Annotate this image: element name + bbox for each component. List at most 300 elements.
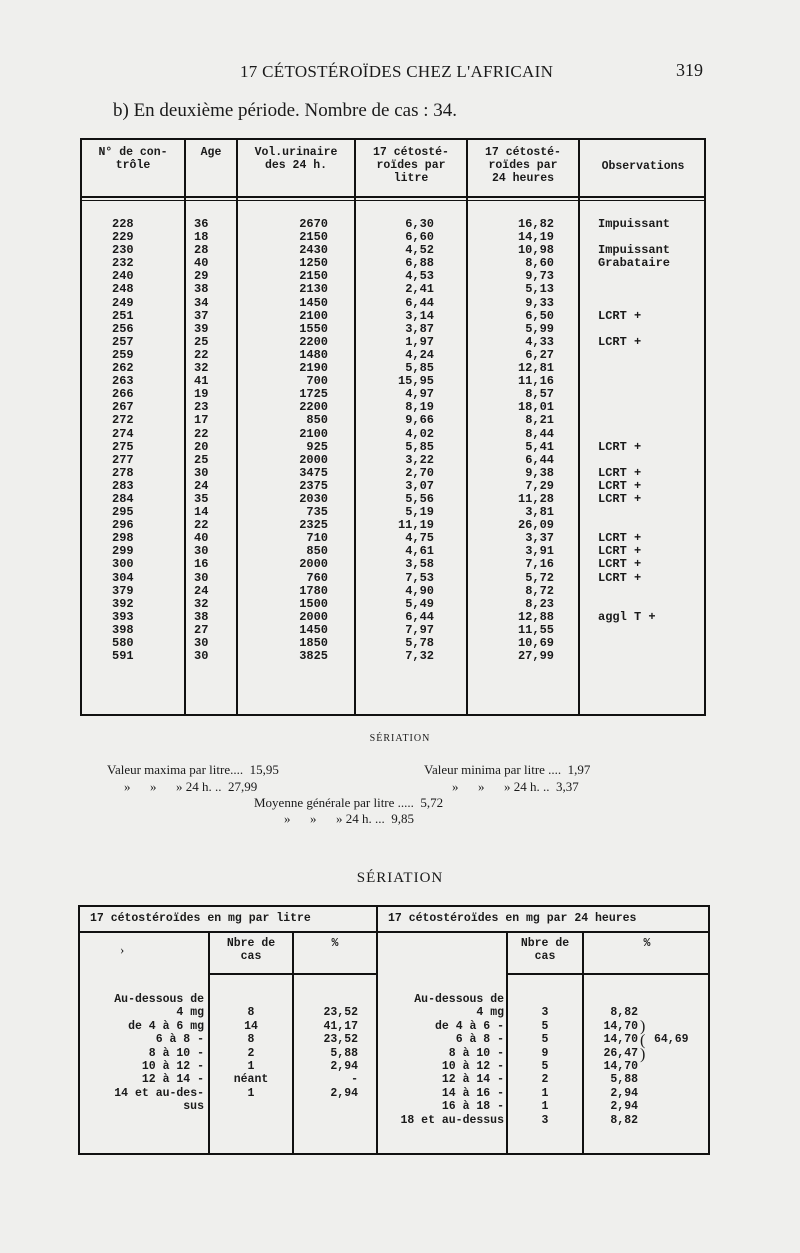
column-per-litre-cell: 4,75 (405, 531, 434, 546)
column-per-24h-cell: 9,73 (525, 269, 554, 284)
column-per-litre-cell: 2,70 (405, 465, 434, 480)
stat-max-litre: Valeur maxima par litre.... 15,95 (107, 762, 279, 777)
column-per-litre-cell: 9,66 (405, 413, 434, 428)
column-divider (466, 140, 468, 714)
right-pcts-cell: 2,94 (610, 1100, 638, 1114)
column-volume-cell: 3475 (299, 465, 328, 480)
left-ranges-cell: Au-dessous de (114, 993, 204, 1006)
section-heading: b) En deuxième période. Nombre de cas : 34. (113, 100, 457, 121)
column-observations-cell (598, 388, 670, 401)
column-per-litre-cell: 11,19 (397, 518, 434, 533)
column-control-cell: 298 (112, 531, 134, 546)
column-control-cell: 266 (112, 387, 134, 402)
column-control-cell: 259 (112, 347, 134, 362)
column-age-cell: 29 (194, 269, 209, 284)
left-ranges-cell: 14 et au-des- (114, 1086, 204, 1100)
title-rule (80, 931, 708, 933)
column-divider (582, 933, 584, 1153)
column-control-cell: 278 (112, 465, 134, 480)
seriation-title: SÉRIATION (356, 870, 444, 886)
left-counts (210, 993, 292, 1114)
column-control-cell: 275 (112, 439, 134, 454)
column-age-cell: 25 (194, 334, 209, 349)
column-per-litre-cell: 5,78 (405, 636, 434, 650)
column-observations-cell: LCRT + (598, 465, 642, 480)
seriation-table (78, 905, 710, 1155)
column-volume-cell: 2000 (299, 609, 328, 624)
column-per-24h-cell: 8,72 (525, 583, 554, 598)
column-observations-cell (598, 414, 670, 427)
left-pcts-cell: 2,94 (330, 1059, 358, 1073)
column-volume-cell: 850 (306, 413, 328, 428)
column-volume-cell: 1780 (299, 583, 328, 598)
column-control-cell: 229 (112, 230, 134, 245)
right-pcts-cell (586, 993, 638, 1006)
left-ranges-cell: sus (183, 1100, 204, 1114)
column-age-cell: 32 (194, 361, 209, 376)
column-control-cell: 283 (112, 478, 134, 493)
right-title: 17 cétostéroïdes en mg par 24 heures (388, 912, 637, 925)
header-control: N° de con- trôle (98, 146, 168, 172)
left-ranges (80, 993, 204, 1114)
column-observations-cell: aggl T + (598, 609, 656, 624)
column-control (112, 218, 134, 663)
column-control-cell: 248 (112, 282, 134, 297)
column-age-cell: 30 (194, 649, 209, 664)
column-age-cell: 30 (194, 636, 209, 650)
left-counts-cell: 1 (247, 1086, 255, 1100)
column-observations (598, 218, 670, 663)
right-pcts-cell: 8,82 (610, 1113, 638, 1127)
column-control-cell: 232 (112, 256, 134, 271)
stat-mean-litre: Moyenne générale par litre ..... 5,72 (254, 795, 444, 810)
column-per-24h-cell: 27,99 (517, 649, 554, 664)
column-volume-cell: 2130 (299, 282, 328, 297)
column-observations-cell (598, 270, 670, 283)
column-control-cell: 263 (112, 374, 134, 389)
column-age-cell: 30 (194, 465, 209, 480)
column-divider (184, 140, 186, 714)
column-volume-cell: 850 (306, 544, 328, 559)
header-per-litre: 17 cétosté- roïdes par litre (373, 146, 449, 185)
right-counts-cell: 3 (541, 1006, 549, 1020)
column-volume-cell: 1450 (299, 622, 328, 637)
column-volume-cell: 2030 (299, 491, 328, 506)
left-pcts (294, 993, 358, 1114)
column-control-cell: 392 (112, 596, 134, 611)
right-pcts-cell: 26,47 (603, 1046, 638, 1060)
column-per-litre-cell: 3,87 (405, 321, 434, 336)
column-per-litre-cell: 4,52 (405, 243, 434, 258)
header-rule (82, 196, 704, 198)
column-control-cell: 262 (112, 361, 134, 376)
column-control-cell: 580 (112, 636, 134, 650)
column-control-cell: 299 (112, 544, 134, 559)
column-per-litre-cell: 6,44 (405, 609, 434, 624)
column-observations-cell: LCRT + (598, 544, 642, 559)
column-observations-cell (598, 624, 670, 637)
column-per-litre-cell: 4,02 (405, 426, 434, 441)
column-per-litre-cell: 4,97 (405, 387, 434, 402)
column-per-litre-cell: 2,41 (405, 282, 434, 297)
column-age-cell: 17 (194, 413, 209, 428)
left-counts-cell (210, 993, 292, 1006)
column-age-cell: 39 (194, 321, 209, 336)
left-pcts-cell: 23,52 (323, 1033, 358, 1047)
column-volume-cell: 710 (306, 531, 328, 546)
column-observations-cell (598, 454, 670, 467)
column-per-24h-cell: 11,28 (517, 491, 554, 506)
column-observations-cell (598, 637, 670, 650)
column-observations-cell (598, 323, 670, 336)
column-age-cell: 16 (194, 557, 209, 572)
stat-min-litre: Valeur minima par litre .... 1,97 (424, 762, 591, 777)
column-observations-cell (598, 375, 670, 388)
column-age-cell: 30 (194, 544, 209, 559)
column-age-cell: 41 (194, 374, 209, 389)
left-ranges-cell: 10 à 12 - (141, 1059, 204, 1073)
right-ranges-cell: 8 à 10 - (448, 1046, 504, 1060)
column-control-cell: 267 (112, 400, 134, 415)
left-pcts-cell: 41,17 (323, 1019, 358, 1033)
column-volume-cell: 1550 (299, 321, 328, 336)
column-per-24h-cell: 6,44 (525, 452, 554, 467)
right-counts-cell: 3 (541, 1113, 549, 1127)
column-per-litre-cell: 5,19 (405, 505, 434, 520)
left-pcts-cell: 23,52 (323, 1006, 358, 1020)
column-per-litre (384, 218, 434, 663)
right-pct-header: % (643, 937, 651, 950)
column-control-cell: 256 (112, 321, 134, 336)
header-volume: Vol.urinaire des 24 h. (254, 146, 338, 172)
header-rule (82, 200, 704, 201)
column-age-cell: 30 (194, 570, 209, 585)
column-observations-cell: LCRT + (598, 491, 642, 506)
column-per-litre-cell: 7,32 (405, 649, 434, 664)
column-volume-cell: 2150 (299, 269, 328, 284)
column-volume-cell: 2190 (299, 361, 328, 376)
column-per-24h-cell: 9,33 (525, 295, 554, 310)
column-per-litre-cell: 4,90 (405, 583, 434, 598)
header-observations: Observations (601, 160, 685, 173)
left-pcts-cell (294, 993, 358, 1006)
column-per-24h-cell: 8,57 (525, 387, 554, 402)
column-per-litre-cell: 8,19 (405, 400, 434, 415)
column-age-cell: 22 (194, 347, 209, 362)
column-volume (258, 218, 328, 663)
column-control-cell: 284 (112, 491, 134, 506)
column-control-cell: 296 (112, 518, 134, 533)
column-volume-cell: 735 (306, 505, 328, 520)
column-observations-cell: Grabataire (598, 256, 671, 271)
column-age-cell: 37 (194, 308, 209, 323)
column-per-24h-cell: 8,44 (525, 426, 554, 441)
column-age-cell: 38 (194, 282, 209, 297)
results-table (80, 138, 706, 716)
column-control-cell: 393 (112, 609, 134, 624)
column-volume-cell: 2200 (299, 400, 328, 415)
right-ranges-cell: de 4 à 6 - (434, 1019, 504, 1033)
column-observations-cell (598, 650, 670, 663)
column-per-litre-cell: 4,61 (405, 544, 434, 559)
column-per-24h-cell: 14,19 (517, 230, 554, 245)
column-age-cell: 36 (194, 217, 209, 231)
bracket-total: 64,69 (654, 1033, 689, 1046)
column-control-cell: 304 (112, 570, 134, 585)
column-age-cell: 24 (194, 478, 209, 493)
column-volume-cell: 2100 (299, 308, 328, 323)
column-volume-cell: 3825 (299, 649, 328, 664)
right-ranges-cell: 16 à 18 - (441, 1100, 504, 1114)
column-volume-cell: 2670 (299, 217, 328, 231)
column-volume-cell: 2325 (299, 518, 328, 533)
column-age-cell: 20 (194, 439, 209, 454)
column-volume-cell: 2375 (299, 478, 328, 493)
column-observations-cell (598, 362, 670, 375)
column-per-24h-cell: 3,91 (525, 544, 554, 559)
column-control-cell: 398 (112, 622, 134, 637)
header-rule (506, 973, 708, 975)
left-counts-cell: 8 (247, 1006, 255, 1020)
column-control-cell: 249 (112, 295, 134, 310)
column-age-cell: 25 (194, 452, 209, 467)
column-per-24h-cell: 4,33 (525, 334, 554, 349)
left-marker: › (120, 942, 125, 957)
column-age-cell: 14 (194, 505, 209, 520)
column-observations-cell (598, 585, 670, 598)
column-control-cell: 295 (112, 505, 134, 520)
column-divider (354, 140, 356, 714)
column-age-cell: 19 (194, 387, 209, 402)
column-observations-cell (598, 598, 670, 611)
right-ranges-cell: 12 à 14 - (441, 1073, 504, 1087)
column-per-litre-cell: 5,85 (405, 439, 434, 454)
left-pcts-cell: 2,94 (330, 1086, 358, 1100)
column-control-cell: 277 (112, 452, 134, 467)
header-per-24h: 17 cétosté- roïdes par 24 heures (485, 146, 561, 185)
column-volume-cell: 2000 (299, 557, 328, 572)
right-ranges-cell: 14 à 16 - (441, 1086, 504, 1100)
column-per-24h-cell: 3,81 (525, 505, 554, 520)
column-per-litre-cell: 5,49 (405, 596, 434, 611)
right-pcts (586, 993, 638, 1127)
column-observations-cell: LCRT + (598, 439, 642, 454)
left-ranges-cell: 12 à 14 - (141, 1073, 204, 1087)
column-observations-cell (598, 401, 670, 414)
column-volume-cell: 700 (306, 374, 328, 389)
left-nbre-header: Nbre de cas (226, 937, 276, 964)
page-number: 319 (676, 60, 703, 80)
column-volume-cell: 1500 (299, 596, 328, 611)
column-per-litre-cell: 5,56 (405, 491, 434, 506)
column-per-24h-cell: 10,98 (517, 243, 554, 258)
column-per-24h-cell: 16,82 (517, 217, 554, 231)
column-per-24h-cell: 12,88 (517, 609, 554, 624)
column-per-24h-cell: 8,21 (525, 413, 554, 428)
column-observations-cell (598, 428, 670, 441)
column-observations-cell: LCRT + (598, 531, 642, 546)
left-counts-cell: néant (233, 1073, 269, 1087)
left-ranges-cell: 8 à 10 - (148, 1046, 204, 1060)
column-per-litre-cell: 1,97 (405, 334, 434, 349)
bracket: ) ( ) (640, 1018, 646, 1063)
column-per-litre-cell: 3,14 (405, 308, 434, 323)
right-counts-cell: 1 (541, 1086, 549, 1100)
column-per-litre-cell: 3,58 (405, 557, 434, 572)
column-observations-cell (598, 297, 670, 310)
column-age-cell: 28 (194, 243, 209, 258)
column-observations-cell: LCRT + (598, 570, 642, 585)
right-counts-cell (508, 993, 582, 1006)
column-volume-cell: 760 (306, 570, 328, 585)
stat-mean-24h: » » » 24 h. ... 9,85 (284, 811, 414, 826)
column-volume-cell: 2430 (299, 243, 328, 258)
column-age-cell: 32 (194, 596, 209, 611)
column-per-24h (494, 218, 554, 663)
column-observations-cell: LCRT + (598, 334, 642, 349)
column-control-cell: 257 (112, 334, 134, 349)
column-per-litre-cell: 7,97 (405, 622, 434, 637)
left-counts-cell: 1 (247, 1059, 255, 1073)
column-age-cell: 24 (194, 583, 209, 598)
column-control-cell: 379 (112, 583, 134, 598)
column-age-cell: 40 (194, 256, 209, 271)
running-head: 17 CÉTOSTÉROÏDES CHEZ L'AFRICAIN (240, 62, 554, 81)
column-per-24h-cell: 18,01 (517, 400, 554, 415)
column-per-litre-cell: 4,24 (405, 347, 434, 362)
header-age: Age (200, 146, 222, 159)
left-pcts-cell: - (351, 1073, 358, 1087)
column-per-24h-cell: 9,38 (525, 465, 554, 480)
right-ranges-cell: 10 à 12 - (441, 1059, 504, 1073)
left-pcts-cell: 5,88 (330, 1046, 358, 1060)
right-counts-cell: 1 (541, 1100, 549, 1114)
column-per-24h-cell: 3,37 (525, 531, 554, 546)
column-observations-cell: LCRT + (598, 557, 642, 572)
right-counts-cell: 5 (541, 1033, 549, 1047)
column-per-24h-cell: 6,27 (525, 347, 554, 362)
column-per-litre-cell: 6,44 (405, 295, 434, 310)
right-counts-cell: 5 (541, 1059, 549, 1073)
column-volume-cell: 925 (306, 439, 328, 454)
column-per-24h-cell: 11,55 (517, 622, 554, 637)
right-ranges-cell: 4 mg (476, 1006, 504, 1020)
stat-max-24h: » » » 24 h. .. 27,99 (124, 779, 258, 794)
right-counts-cell: 9 (541, 1046, 549, 1060)
column-per-24h-cell: 7,29 (525, 478, 554, 493)
seriation-label: SÉRIATION (369, 733, 431, 744)
column-per-litre-cell: 3,07 (405, 478, 434, 493)
column-per-24h-cell: 7,16 (525, 557, 554, 572)
column-control-cell: 251 (112, 308, 134, 323)
column-per-24h-cell: 11,16 (517, 374, 554, 389)
column-per-litre-cell: 5,85 (405, 361, 434, 376)
column-observations-cell (598, 283, 670, 296)
column-volume-cell: 2000 (299, 452, 328, 467)
column-volume-cell: 1450 (299, 295, 328, 310)
column-age-cell: 27 (194, 622, 209, 637)
column-volume-cell: 2150 (299, 230, 328, 245)
column-control-cell: 272 (112, 413, 134, 428)
column-volume-cell: 2200 (299, 334, 328, 349)
right-pcts-cell: 5,88 (610, 1073, 638, 1087)
column-per-24h-cell: 5,99 (525, 321, 554, 336)
right-pcts-cell: 14,70 (603, 1019, 638, 1033)
right-ranges-cell: Au-dessous de (414, 993, 504, 1006)
column-age-cell: 22 (194, 518, 209, 533)
column-age-cell: 40 (194, 531, 209, 546)
right-ranges-cell: 18 et au-dessus (400, 1113, 504, 1127)
column-age-cell: 34 (194, 295, 209, 310)
left-counts-cell: 8 (247, 1033, 255, 1047)
column-per-24h-cell: 8,60 (525, 256, 554, 271)
column-control-cell: 300 (112, 557, 134, 572)
right-counts-cell: 2 (541, 1073, 549, 1087)
column-per-litre-cell: 7,53 (405, 570, 434, 585)
column-volume-cell: 1250 (299, 256, 328, 271)
column-per-24h-cell: 26,09 (517, 518, 554, 533)
column-age-cell: 38 (194, 609, 209, 624)
column-per-litre-cell: 6,88 (405, 256, 434, 271)
left-ranges-cell: 6 à 8 - (155, 1033, 204, 1047)
column-observations-cell: Impuissant (598, 217, 671, 231)
left-title: 17 cétostéroïdes en mg par litre (90, 912, 311, 925)
left-counts-cell (210, 1100, 292, 1113)
column-volume-cell: 2100 (299, 426, 328, 441)
right-ranges-cell: 6 à 8 - (455, 1033, 504, 1047)
column-age-cell: 35 (194, 491, 209, 506)
column-per-litre-cell: 4,53 (405, 269, 434, 284)
right-nbre-header: Nbre de cas (520, 937, 570, 964)
column-per-24h-cell: 8,23 (525, 596, 554, 611)
column-control-cell: 240 (112, 269, 134, 284)
column-per-24h-cell: 5,13 (525, 282, 554, 297)
column-per-24h-cell: 12,81 (517, 361, 554, 376)
right-ranges (378, 993, 504, 1127)
column-observations-cell (598, 349, 670, 362)
left-counts-cell: 2 (247, 1046, 255, 1060)
left-counts-cell: 14 (244, 1019, 258, 1033)
column-per-24h-cell: 6,50 (525, 308, 554, 323)
column-volume-cell: 1850 (299, 636, 328, 650)
column-observations-cell: LCRT + (598, 478, 642, 493)
column-age (194, 218, 208, 663)
column-volume-cell: 1480 (299, 347, 328, 362)
column-observations-cell (598, 506, 670, 519)
column-control-cell: 591 (112, 649, 134, 664)
column-per-24h-cell: 5,72 (525, 570, 554, 585)
column-observations-cell: LCRT + (598, 308, 642, 323)
right-counts-cell: 5 (541, 1019, 549, 1033)
header-rule (208, 973, 376, 975)
column-per-24h-cell: 10,69 (517, 636, 554, 650)
column-volume-cell: 1725 (299, 387, 328, 402)
column-per-litre-cell: 6,30 (405, 217, 434, 231)
column-divider (236, 140, 238, 714)
column-per-24h-cell: 5,41 (525, 439, 554, 454)
left-pcts-cell (294, 1100, 358, 1113)
column-divider (578, 140, 580, 714)
left-ranges-cell: de 4 à 6 mg (128, 1019, 204, 1033)
right-pcts-cell: 14,70 (603, 1033, 638, 1047)
column-control-cell: 230 (112, 243, 134, 258)
right-counts (508, 993, 582, 1127)
column-age-cell: 23 (194, 400, 209, 415)
column-per-litre-cell: 15,95 (397, 374, 434, 389)
column-observations-cell: Impuissant (598, 243, 671, 258)
column-control-cell: 274 (112, 426, 134, 441)
right-pcts-cell: 14,70 (603, 1059, 638, 1073)
